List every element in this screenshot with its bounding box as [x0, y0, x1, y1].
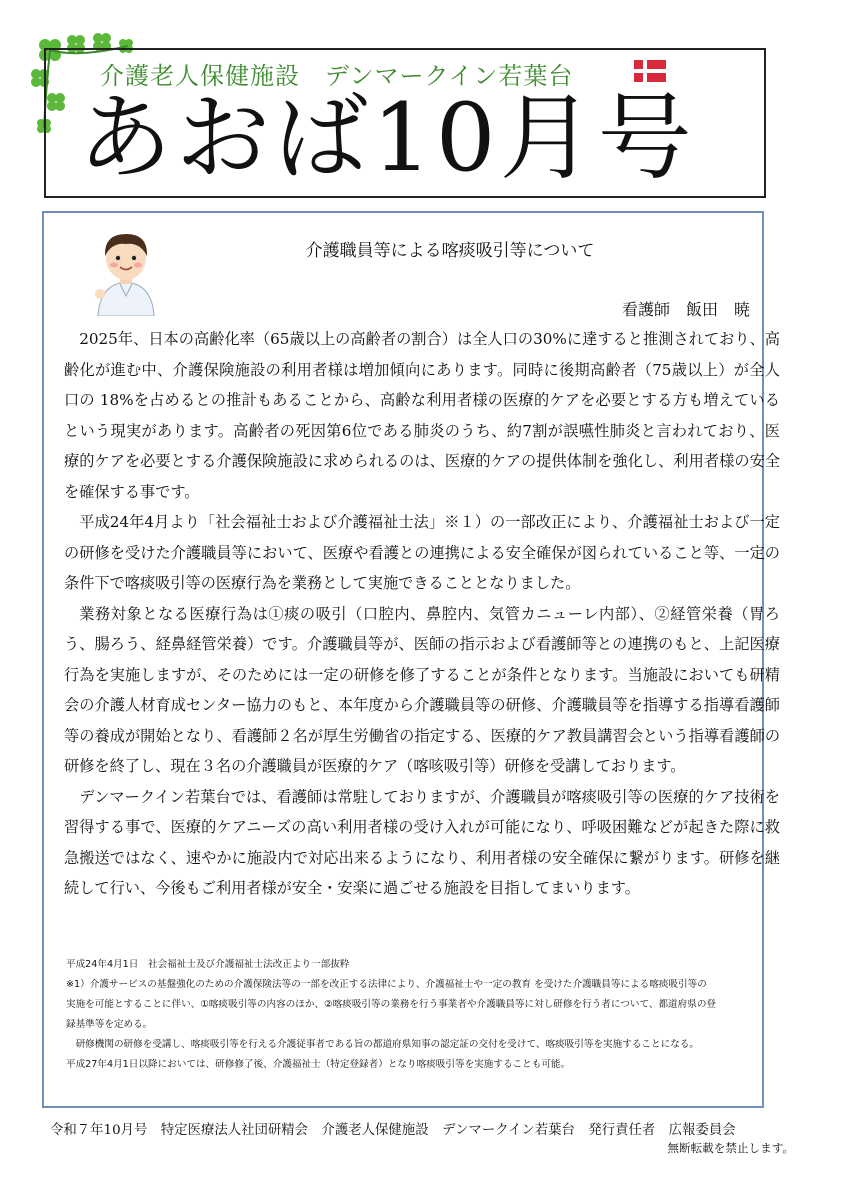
paragraph: 平成24年4月より「社会福祉士および介護福祉士法」※１）の一部改正により、介護福祉士および一定の研修を受けた介護職員等において、医療や看護との連携による安全確保が図られていること等、一定の条件下で喀痰吸引等の医療行為を業務として実施できることとなりました。 — [64, 513, 780, 592]
paragraph: デンマークイン若葉台では、看護師は常駐しておりますが、介護職員が喀痰吸引等の医療的ケア技術を習得する事で、医療的ケアニーズの高い利用者様の受け入れが可能になり、呼吸困難などが起きた際に救急搬送ではなく、速やかに施設内で対応出来るようになり、利用者様の安全確保に繋がります。研修を継続して行い、今後もご利用者様が安全・安楽に過ごせる施設を目指してまいります。 — [64, 787, 780, 897]
paragraph: 2025年、日本の高齢化率（65歳以上の高齢者の割合）は全人口の30%に達すると推測されており、高齢化が進む中、介護保険施設の利用者様は増加傾向にあります。同時に後期高齢者（75歳以上）が全人口の 18%を占めるとの推計もあることから、高齢な利用者様の医療的ケアを必要とする方も増えているという現実があります。高齢者の死因第6位である肺炎のうち、約7割が誤嚥性肺炎と言われており、医療的ケアを必要とする介護保険施設に求められるのは、医療的ケアの提供体制を強化し、利用者様の安全を確保する事です。 — [64, 330, 780, 501]
denmark-flag-icon — [634, 60, 666, 82]
article-author: 看護師 飯田 暁 — [621, 300, 750, 319]
footnote-line: ※1）介護サービスの基盤強化のための介護保険法等の一部を改正する法律により、介護福祉士や一定の教育 を受けた介護職員等による喀痰吸引等の — [66, 979, 707, 990]
article-body — [64, 324, 780, 904]
publisher-footer: 令和７年10月号 特定医療法人社団研精会 介護老人保健施設 デンマークイン若葉台 発行責任者 広報委員会 — [50, 1123, 736, 1138]
footnote-line: 平成24年4月1日 社会福祉士及び介護福祉士法改正より一部抜粋 — [66, 959, 350, 970]
footnote-line: 研修機関の研修を受講し、喀痰吸引等を行える介護従事者である旨の都道府県知事の認定証の交付を受けて、喀痰吸引等を実施することになる。 — [66, 1039, 699, 1050]
nurse-illustration-icon — [90, 224, 162, 316]
footnote-line: 平成27年4月1日以降においては、研修修了後、介護福祉士（特定登録者）となり喀痰吸引等を実施することも可能。 — [66, 1059, 571, 1070]
footnote-line: 録基準等を定める。 — [66, 1019, 153, 1030]
footnote-line: 実施を可能とすることに伴い、①喀痰吸引等の内容のほか、②喀痰吸引等の業務を行う事業者や介護職員等に対し研修を行う者について、都道府県の登 — [66, 999, 717, 1010]
facility-name: 介護老人保健施設 デンマークイン若葉台 — [100, 62, 574, 90]
footnotes — [66, 955, 756, 1075]
copyright-notice: 無断転載を禁止します。 — [667, 1141, 794, 1155]
newsletter-title: あおば10月号 — [78, 84, 696, 193]
article-title: 介護職員等による喀痰吸引等について — [305, 241, 595, 261]
paragraph: 業務対象となる医療行為は①痰の吸引（口腔内、鼻腔内、気管カニューレ内部）、②経管栄養（胃ろう、腸ろう、経鼻経管栄養）です。介護職員等が、医師の指示および看護師等との連携のもと、上記医療行為を実施しますが、そのためには一定の研修を修了することが条件となります。当施設においても研精会の介護人材育成センター協力のもと、本年度から介護職員等の研修、介護職員等を指導する指導看護師等の養成が開始となり、看護師２名が厚生労働省の指定する、医療的ケア教員講習会という指導看護師の研修を終了し、現在３名の介護職員が医療的ケア（喀咳吸引等）研修を受講しております。 — [64, 604, 780, 775]
